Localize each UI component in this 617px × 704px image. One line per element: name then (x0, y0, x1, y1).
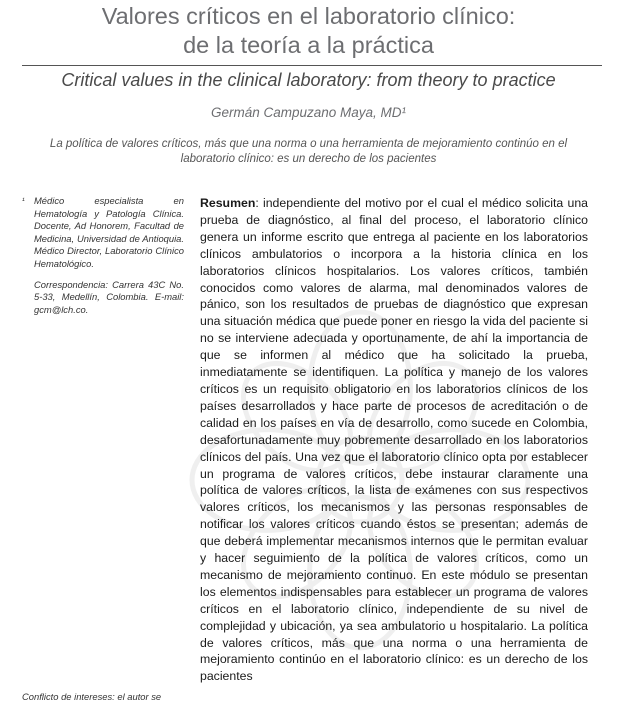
epigraph: La política de valores críticos, más que una norma o una herramienta de mejoramiento continúo en el laboratorio clínico: es un derecho de los pacientes (49, 138, 568, 165)
article-title-line-2: de la teoría a la práctica (183, 32, 434, 58)
abstract-text: : independiente del motivo por el cual el médico solicita una prueba de diagnóstico, al final del proceso, el laboratorio clínico genera un informe escrito que entrega al paciente en los laboratorios clínicos ambulatorios o incorpora a la historia clínica en los laboratorios clínicos hospitalarios. Los valores críticos, también conocidos como valores de alarma, mal denominados valores de pánico, son los resultados de pruebas de diagnóstico que expresan una situación médica que puede poner en riesgo la vida del paciente si no se interviene adecuada y oportunamente, de ahí la importancia de que se informen al médico que ha solicitado la prueba, inmediatamente se identifiquen. La política y manejo de los valores críticos es un requisito obligatorio en los laboratorios clínicos de los países desarrollados y hace parte de procesos de acreditación o de calidad en los países en vía de desarrollo, como sucede en Colombia, desafortunadamente muy pobremente desarrollado en los laboratorios clínicos del país. Una vez que el laboratorio clínico opta por establecer un programa de valores críticos, debe instaurar claramente una política de valores críticos, la lista de exámenes con sus respectivos valores críticos, los mecanismos y las personas responsables de notificar los valores críticos cuando éstos se presentan; además de que deberá implementar mecanismos internos que le permitan evaluar y hacer seguimiento de la política de valores críticos, como un mecanismo de mejoramiento continuo. En este módulo se presentan los elementos indispensables para establecer un programa de valores críticos en el laboratorio clínico, independiente de su nivel de complejidad y ubicación, ya sea ambulatorio u hospitalario. La política de valores críticos, más que una norma o una herramienta de mejoramiento continúo en el laboratorio clínico: es un derecho de los pacientes (200, 196, 588, 684)
article-title-line-1: Valores críticos en el laboratorio clínico: (101, 3, 516, 29)
abstract-body (200, 195, 588, 685)
correspondence-info: Correspondencia: Carrera 43C No. 5-33, Medellín, Colombia. E-mail: gcm@lch.co. (34, 278, 184, 315)
conflict-of-interest: Conflicto de intereses: el autor se (22, 691, 162, 702)
english-subtitle: Critical values in the clinical laboratory: from theory to practice (61, 70, 556, 90)
abstract-label: Resumen (200, 196, 256, 210)
title-divider (22, 65, 602, 66)
author-name: Germán Campuzano Maya, MD¹ (210, 105, 407, 120)
author-sidebar (22, 195, 184, 702)
author-affiliation: Médico especialista en Hematología y Patología Clínica. Docente, Ad Honorem, Facultad de Medicina, Universidad de Antioquia. Médico Director, Laboratorio Clínico Hematológico. (34, 195, 184, 269)
footnote-marker: ¹ (22, 196, 25, 205)
